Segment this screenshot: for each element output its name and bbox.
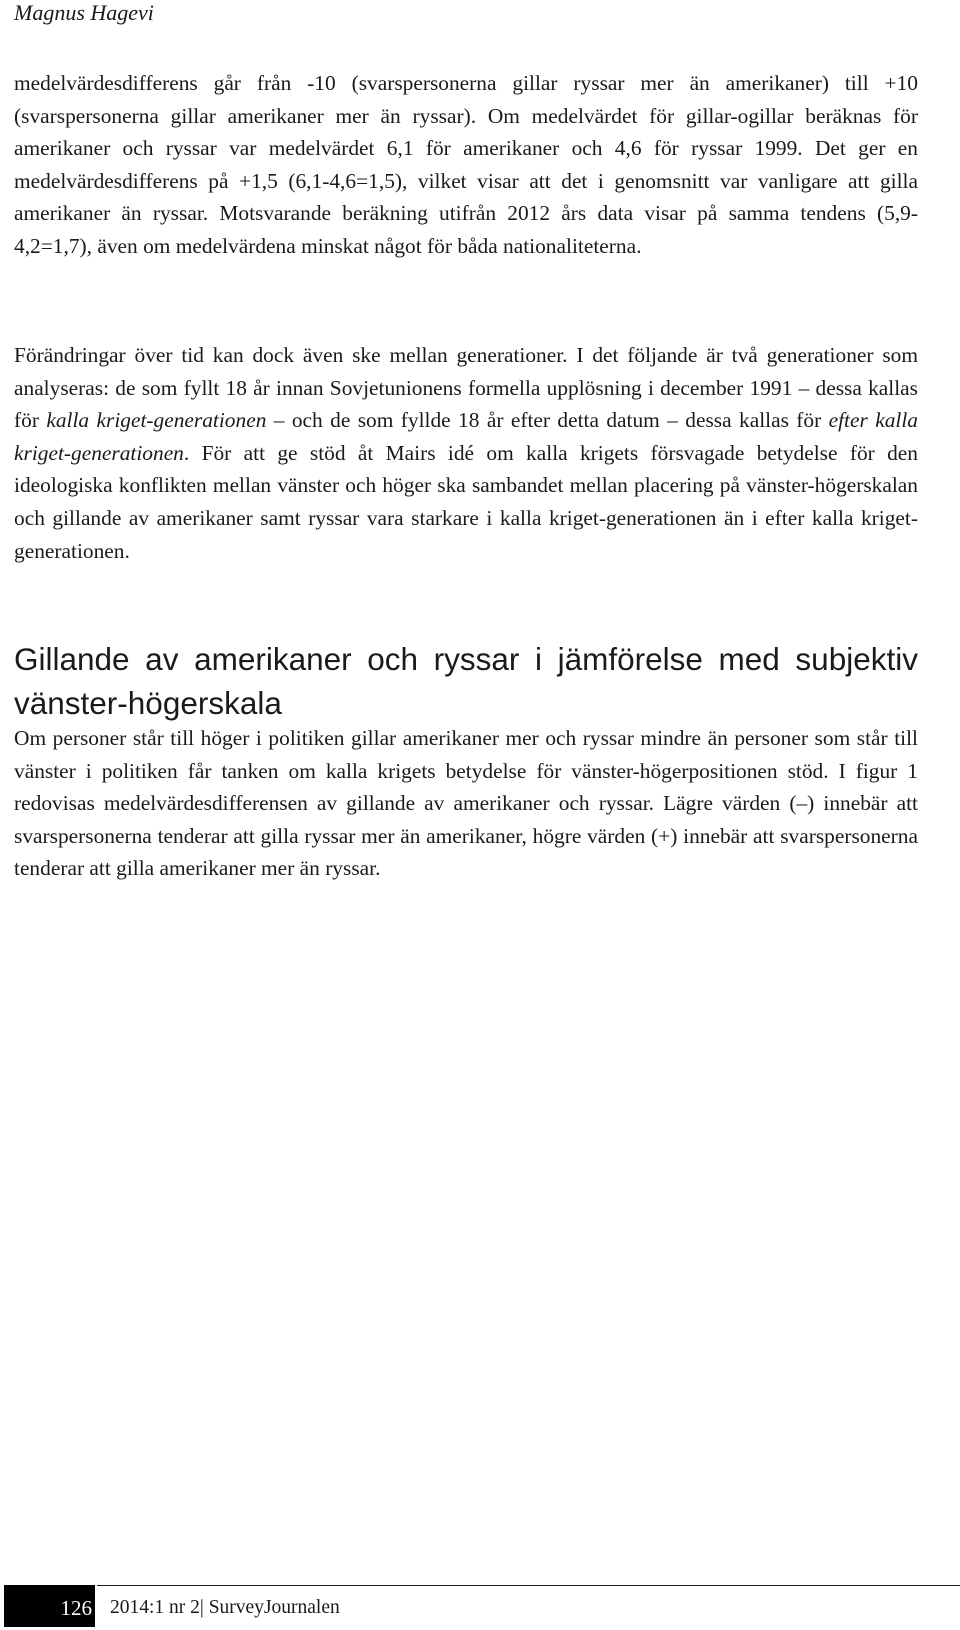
paragraph-text: – och de som fyllde 18 år efter detta datum – dessa kallas för xyxy=(266,408,829,433)
running-head-author: Magnus Hagevi xyxy=(14,0,154,25)
section-heading: Gillande av amerikaner och ryssar i jämförelse med subjektiv vänster-högerskala xyxy=(14,641,918,721)
body-paragraph-2 xyxy=(14,339,918,567)
body-paragraph-1 xyxy=(14,67,918,263)
page-footer xyxy=(0,1580,960,1630)
italic-term-efter-kalla-kriget: efter kalla kriget-generationen xyxy=(14,408,918,465)
body-paragraph-3 xyxy=(14,722,918,885)
paragraph-text: Om personer står till höger i politiken gillar amerikaner mer och ryssar mindre än personer som står till vänster i politiken får tanken om kalla krigets betydelse för vänster-högerpositionen stöd. I figur 1 redovisas medelvärdesdifferensen av gillande av amerikaner och ryssar. Lägre värden (–) innebär att svarspersonerna tenderar att gilla ryssar mer än amerikaner, högre värden (+) innebär att svarspersonerna tenderar att gilla amerikaner mer än ryssar. xyxy=(14,726,918,881)
journal-name: SurveyJournalen xyxy=(208,1597,340,1618)
page-number-divider xyxy=(95,1585,97,1627)
page-number-box xyxy=(4,1585,96,1627)
journal-info xyxy=(110,1587,340,1629)
footer-rule xyxy=(96,1585,960,1586)
paragraph-text: Förändringar över tid kan dock även ske mellan generationer. I det följande är två generationer som analyseras: de som fyllt 18 år innan Sovjetunionens formella upplösning i december 1991 – dessa kallas för xyxy=(14,343,918,433)
journal-issue: 2014:1 nr 2 xyxy=(110,1597,200,1618)
page-number: 126 xyxy=(60,1596,92,1620)
italic-term-kalla-kriget: kalla kriget-generationen xyxy=(46,408,267,433)
paragraph-text: . För att ge stöd åt Mairs idé om kalla krigets försvagade betydelse för den ideologiska konflikten mellan vänster och höger ska sambandet mellan placering på vänster-högerskalan och gillande av amerikaner samt ryssar vara starkare i kalla kriget-generationen än i efter kalla kriget-generationen. xyxy=(14,440,918,563)
journal-separator: | xyxy=(199,1597,204,1618)
paragraph-text: medelvärdesdifferens går från -10 (svarspersonerna gillar ryssar mer än amerikaner) till +10 (svarspersonerna gillar amerikaner mer än ryssar). Om medelvärdet för gillar-ogillar beräknas för amerikaner och ryssar var medelvärdet 6,1 för amerikaner och 4,6 för ryssar 1999. Det ger en medelvärdesdifferens på +1,5 (6,1-4,6=1,5), vilket visar att det i genomsnitt var vanligare att gilla amerikaner än ryssar. Motsvarande beräkning utifrån 2012 års data visar på samma tendens (5,9-4,2=1,7), även om medelvärdena minskat något för båda nationaliteterna. xyxy=(14,71,918,258)
